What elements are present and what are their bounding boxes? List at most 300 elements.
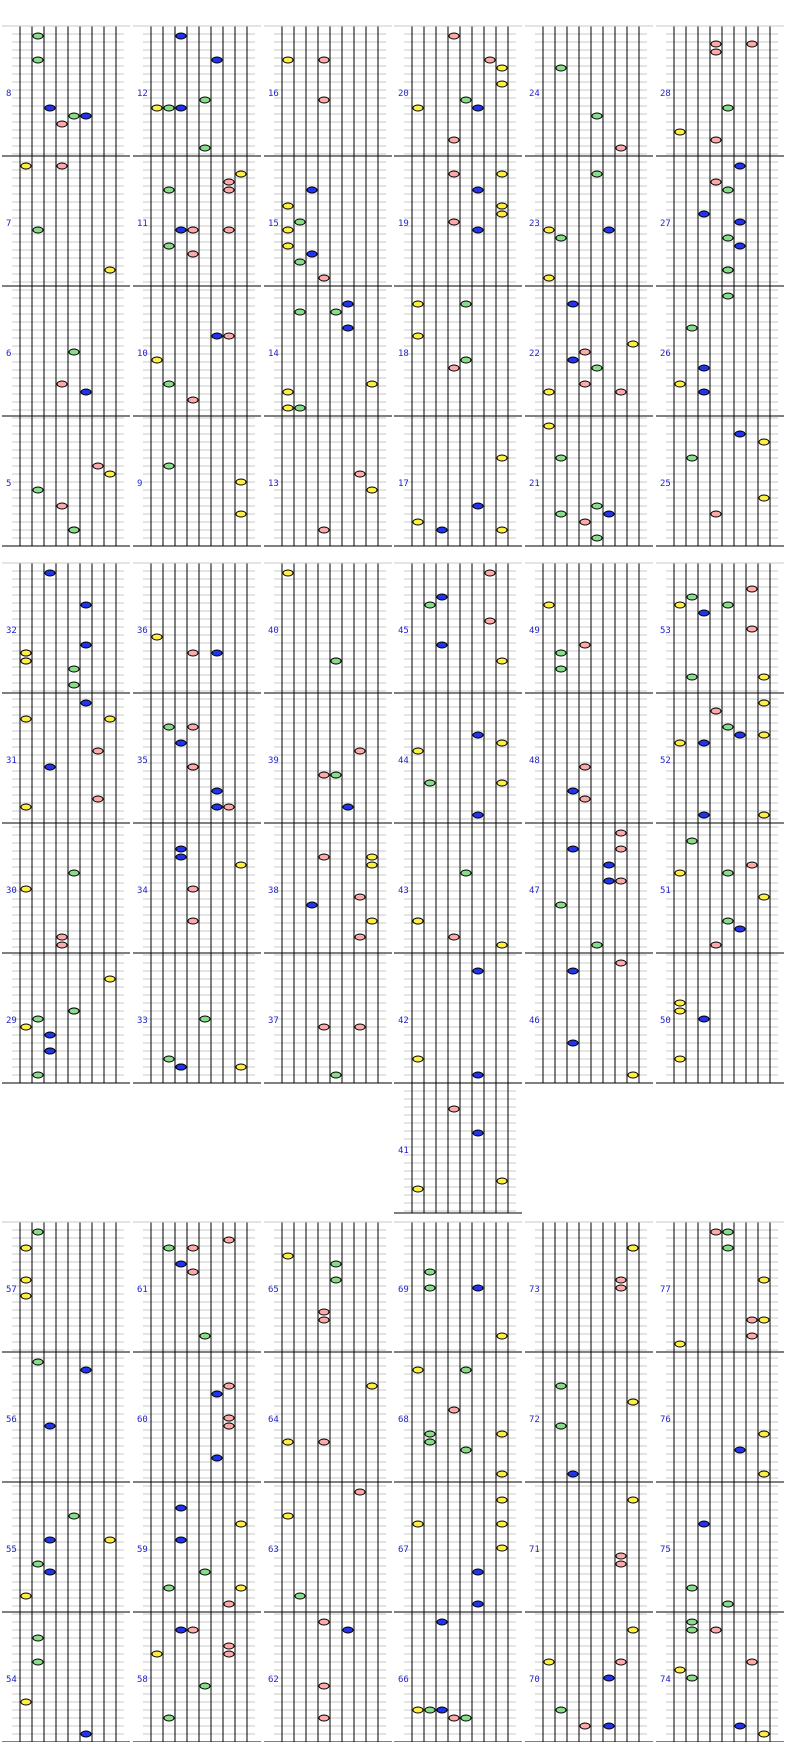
measure-label: 48	[529, 756, 540, 766]
note-red	[616, 1659, 626, 1665]
note-green	[69, 682, 79, 688]
note-blue	[81, 389, 91, 395]
note-red	[449, 365, 459, 371]
note-blue	[568, 968, 578, 974]
note-red	[319, 527, 329, 533]
note-red	[93, 748, 103, 754]
note-blue	[604, 511, 614, 517]
col-4	[394, 26, 522, 546]
note-blue	[45, 1423, 55, 1429]
note-green	[723, 870, 733, 876]
note-green	[295, 219, 305, 225]
measure-label: 29	[6, 1016, 17, 1026]
note-yellow	[236, 171, 246, 177]
note-blue	[212, 804, 222, 810]
note-yellow	[544, 1659, 554, 1665]
note-green	[69, 666, 79, 672]
note-yellow	[759, 1731, 769, 1737]
note-yellow	[675, 1056, 685, 1062]
note-blue	[604, 227, 614, 233]
note-blue	[176, 1537, 186, 1543]
note-yellow	[21, 1293, 31, 1299]
note-yellow	[759, 495, 769, 501]
note-blue	[176, 1261, 186, 1267]
note-yellow	[152, 105, 162, 111]
note-green	[425, 1285, 435, 1291]
note-yellow	[759, 439, 769, 445]
note-green	[200, 1683, 210, 1689]
note-red	[616, 1285, 626, 1291]
measure-label: 34	[137, 886, 148, 896]
note-blue	[473, 732, 483, 738]
note-blue	[176, 1505, 186, 1511]
note-green	[556, 235, 566, 241]
note-blue	[473, 1285, 483, 1291]
note-yellow	[497, 1333, 507, 1339]
note-blue	[437, 642, 447, 648]
note-yellow	[21, 163, 31, 169]
note-red	[319, 1683, 329, 1689]
measure-label: 69	[398, 1285, 409, 1295]
note-blue	[699, 812, 709, 818]
note-yellow	[497, 81, 507, 87]
note-red	[449, 137, 459, 143]
note-red	[616, 1553, 626, 1559]
note-red	[224, 179, 234, 185]
note-blue	[437, 1707, 447, 1713]
note-green	[164, 187, 174, 193]
note-green	[723, 918, 733, 924]
note-blue	[176, 846, 186, 852]
note-red	[747, 1317, 757, 1323]
measure-label: 42	[398, 1016, 409, 1026]
col-11	[525, 563, 653, 1083]
note-yellow	[497, 65, 507, 71]
note-red	[224, 227, 234, 233]
note-green	[69, 1008, 79, 1014]
note-yellow	[413, 1521, 423, 1527]
note-red	[616, 846, 626, 852]
note-green	[461, 1367, 471, 1373]
note-red	[616, 878, 626, 884]
note-yellow	[544, 275, 554, 281]
note-yellow	[675, 740, 685, 746]
note-green	[33, 1359, 43, 1365]
measure-label: 72	[529, 1415, 540, 1425]
note-green	[33, 1659, 43, 1665]
note-green	[687, 1585, 697, 1591]
note-yellow	[105, 471, 115, 477]
note-red	[224, 333, 234, 339]
measure-label: 52	[660, 756, 671, 766]
measure-label: 65	[268, 1285, 279, 1295]
note-blue	[735, 431, 745, 437]
note-green	[425, 780, 435, 786]
note-green	[164, 1585, 174, 1591]
measure-label: 57	[6, 1285, 17, 1295]
note-green	[723, 187, 733, 193]
note-yellow	[283, 227, 293, 233]
note-red	[747, 41, 757, 47]
note-blue	[212, 788, 222, 794]
measure-label: 19	[398, 219, 409, 229]
note-green	[200, 97, 210, 103]
note-yellow	[21, 658, 31, 664]
measure-label: 22	[529, 349, 540, 359]
measure-label: 10	[137, 349, 148, 359]
note-red	[93, 796, 103, 802]
note-red	[224, 1415, 234, 1421]
note-blue	[176, 1627, 186, 1633]
measure-label: 54	[6, 1675, 17, 1685]
measure-label: 15	[268, 219, 279, 229]
measure-label: 56	[6, 1415, 17, 1425]
note-yellow	[283, 1253, 293, 1259]
note-green	[425, 1269, 435, 1275]
measure-label: 73	[529, 1285, 540, 1295]
note-blue	[343, 301, 353, 307]
note-blue	[473, 187, 483, 193]
note-red	[485, 570, 495, 576]
note-green	[164, 1715, 174, 1721]
note-red	[188, 1627, 198, 1633]
measure-label: 36	[137, 626, 148, 636]
note-yellow	[759, 812, 769, 818]
note-blue	[604, 1723, 614, 1729]
note-red	[747, 1659, 757, 1665]
note-green	[556, 902, 566, 908]
note-red	[580, 349, 590, 355]
note-yellow	[283, 405, 293, 411]
measure-label: 51	[660, 886, 671, 896]
note-yellow	[628, 341, 638, 347]
note-red	[711, 1229, 721, 1235]
note-green	[461, 1447, 471, 1453]
measure-label: 16	[268, 89, 279, 99]
col-17	[525, 1222, 653, 1742]
note-green	[723, 602, 733, 608]
note-red	[449, 171, 459, 177]
note-red	[57, 503, 67, 509]
note-red	[319, 97, 329, 103]
measure-label: 9	[137, 479, 143, 489]
note-blue	[699, 211, 709, 217]
note-yellow	[628, 1627, 638, 1633]
measure-label: 45	[398, 626, 409, 636]
note-red	[711, 41, 721, 47]
note-yellow	[628, 1072, 638, 1078]
note-red	[319, 57, 329, 63]
note-blue	[176, 1064, 186, 1070]
note-yellow	[544, 602, 554, 608]
note-yellow	[236, 1064, 246, 1070]
note-yellow	[21, 1245, 31, 1251]
note-green	[295, 259, 305, 265]
note-blue	[473, 1569, 483, 1575]
measure-label: 44	[398, 756, 409, 766]
note-green	[33, 33, 43, 39]
measure-label: 12	[137, 89, 148, 99]
col-18	[656, 1222, 784, 1742]
note-blue	[568, 357, 578, 363]
note-blue	[176, 854, 186, 860]
measure-label: 67	[398, 1545, 409, 1555]
note-green	[556, 1707, 566, 1713]
note-blue	[473, 968, 483, 974]
note-yellow	[21, 1277, 31, 1283]
note-yellow	[21, 716, 31, 722]
note-blue	[568, 1040, 578, 1046]
note-red	[616, 960, 626, 966]
note-blue	[212, 57, 222, 63]
note-blue	[212, 333, 222, 339]
col-3	[264, 26, 392, 546]
note-green	[200, 145, 210, 151]
note-green	[331, 658, 341, 664]
note-red	[319, 1309, 329, 1315]
note-red	[449, 1715, 459, 1721]
note-green	[556, 511, 566, 517]
note-yellow	[675, 1667, 685, 1673]
note-green	[723, 1245, 733, 1251]
measure-label: 76	[660, 1415, 671, 1425]
note-red	[747, 626, 757, 632]
note-blue	[568, 788, 578, 794]
note-green	[33, 1635, 43, 1641]
note-yellow	[497, 942, 507, 948]
note-green	[592, 113, 602, 119]
measure-label: 62	[268, 1675, 279, 1685]
note-blue	[568, 301, 578, 307]
note-blue	[307, 902, 317, 908]
note-green	[164, 105, 174, 111]
note-red	[711, 137, 721, 143]
note-blue	[699, 1016, 709, 1022]
measure-label: 17	[398, 479, 409, 489]
measure-label: 39	[268, 756, 279, 766]
note-yellow	[497, 658, 507, 664]
note-yellow	[675, 1341, 685, 1347]
note-red	[319, 854, 329, 860]
measure-label: 49	[529, 626, 540, 636]
note-blue	[735, 163, 745, 169]
note-red	[319, 1317, 329, 1323]
note-red	[449, 934, 459, 940]
note-blue	[343, 1627, 353, 1633]
note-red	[57, 381, 67, 387]
note-yellow	[497, 1471, 507, 1477]
note-green	[592, 942, 602, 948]
measure-label: 74	[660, 1675, 671, 1685]
note-red	[319, 772, 329, 778]
col-14	[133, 1222, 261, 1742]
measure-label: 20	[398, 89, 409, 99]
measure-label: 32	[6, 626, 17, 636]
measure-label: 63	[268, 1545, 279, 1555]
note-yellow	[283, 57, 293, 63]
note-blue	[81, 1367, 91, 1373]
note-blue	[568, 1471, 578, 1477]
note-red	[616, 1277, 626, 1283]
note-blue	[473, 503, 483, 509]
note-red	[580, 642, 590, 648]
note-green	[461, 870, 471, 876]
measure-label: 75	[660, 1545, 671, 1555]
note-yellow	[21, 1699, 31, 1705]
note-blue	[735, 243, 745, 249]
measure-label: 14	[268, 349, 279, 359]
note-blue	[307, 251, 317, 257]
note-green	[295, 405, 305, 411]
note-yellow	[367, 854, 377, 860]
measure-label: 21	[529, 479, 540, 489]
measure-label: 40	[268, 626, 279, 636]
note-red	[580, 764, 590, 770]
col-8	[133, 563, 261, 1083]
note-yellow	[105, 976, 115, 982]
note-red	[224, 1383, 234, 1389]
note-green	[200, 1016, 210, 1022]
measure-label: 46	[529, 1016, 540, 1026]
note-red	[355, 471, 365, 477]
note-green	[461, 357, 471, 363]
measure-label: 58	[137, 1675, 148, 1685]
note-yellow	[675, 1008, 685, 1014]
note-blue	[604, 862, 614, 868]
note-red	[711, 49, 721, 55]
measure-label: 23	[529, 219, 540, 229]
note-red	[711, 511, 721, 517]
note-yellow	[236, 479, 246, 485]
note-yellow	[675, 381, 685, 387]
note-yellow	[21, 1593, 31, 1599]
note-green	[69, 870, 79, 876]
note-blue	[437, 527, 447, 533]
col-15	[264, 1222, 392, 1742]
note-yellow	[413, 105, 423, 111]
note-blue	[699, 389, 709, 395]
note-red	[188, 764, 198, 770]
note-yellow	[675, 1000, 685, 1006]
note-yellow	[544, 227, 554, 233]
note-yellow	[152, 634, 162, 640]
note-yellow	[236, 862, 246, 868]
note-yellow	[413, 748, 423, 754]
measure-label: 35	[137, 756, 148, 766]
note-yellow	[367, 918, 377, 924]
note-green	[331, 1261, 341, 1267]
col-6	[656, 26, 784, 546]
note-blue	[212, 1391, 222, 1397]
note-yellow	[283, 243, 293, 249]
note-green	[592, 171, 602, 177]
note-red	[188, 886, 198, 892]
measure-label: 59	[137, 1545, 148, 1555]
note-red	[355, 1489, 365, 1495]
note-blue	[735, 1723, 745, 1729]
note-blue	[176, 105, 186, 111]
col-12	[656, 563, 784, 1083]
note-yellow	[497, 780, 507, 786]
note-red	[188, 724, 198, 730]
note-yellow	[236, 1585, 246, 1591]
note-yellow	[413, 301, 423, 307]
note-yellow	[628, 1497, 638, 1503]
measure-label: 41	[398, 1146, 409, 1156]
note-green	[33, 1561, 43, 1567]
note-blue	[473, 1601, 483, 1607]
note-green	[33, 1229, 43, 1235]
note-blue	[81, 602, 91, 608]
note-yellow	[21, 650, 31, 656]
note-yellow	[21, 1024, 31, 1030]
note-yellow	[497, 203, 507, 209]
note-red	[616, 389, 626, 395]
measure-label: 8	[6, 89, 12, 99]
note-red	[355, 894, 365, 900]
note-green	[687, 1627, 697, 1633]
note-red	[355, 934, 365, 940]
note-red	[449, 1106, 459, 1112]
note-yellow	[759, 1277, 769, 1283]
note-green	[592, 535, 602, 541]
note-red	[188, 918, 198, 924]
note-yellow	[544, 389, 554, 395]
note-green	[164, 1245, 174, 1251]
note-green	[69, 349, 79, 355]
note-red	[224, 187, 234, 193]
note-blue	[699, 740, 709, 746]
note-yellow	[497, 455, 507, 461]
note-green	[723, 235, 733, 241]
note-yellow	[283, 1513, 293, 1519]
note-yellow	[497, 1431, 507, 1437]
note-red	[449, 33, 459, 39]
col-7	[2, 563, 130, 1083]
note-yellow	[367, 1383, 377, 1389]
note-blue	[176, 740, 186, 746]
note-yellow	[497, 171, 507, 177]
col-2	[133, 26, 261, 546]
note-red	[224, 1237, 234, 1243]
note-red	[57, 934, 67, 940]
note-green	[592, 365, 602, 371]
note-blue	[735, 219, 745, 225]
note-yellow	[283, 570, 293, 576]
note-green	[723, 724, 733, 730]
note-blue	[212, 1455, 222, 1461]
note-yellow	[497, 1178, 507, 1184]
note-red	[188, 251, 198, 257]
note-red	[319, 1439, 329, 1445]
note-yellow	[675, 129, 685, 135]
note-yellow	[675, 602, 685, 608]
note-green	[69, 113, 79, 119]
note-green	[687, 1675, 697, 1681]
note-green	[687, 325, 697, 331]
note-blue	[343, 325, 353, 331]
note-green	[556, 1423, 566, 1429]
note-red	[616, 145, 626, 151]
note-yellow	[105, 716, 115, 722]
note-blue	[604, 878, 614, 884]
note-red	[711, 708, 721, 714]
note-blue	[45, 1569, 55, 1575]
note-blue	[176, 33, 186, 39]
note-yellow	[413, 1367, 423, 1373]
note-yellow	[497, 1497, 507, 1503]
note-green	[556, 455, 566, 461]
